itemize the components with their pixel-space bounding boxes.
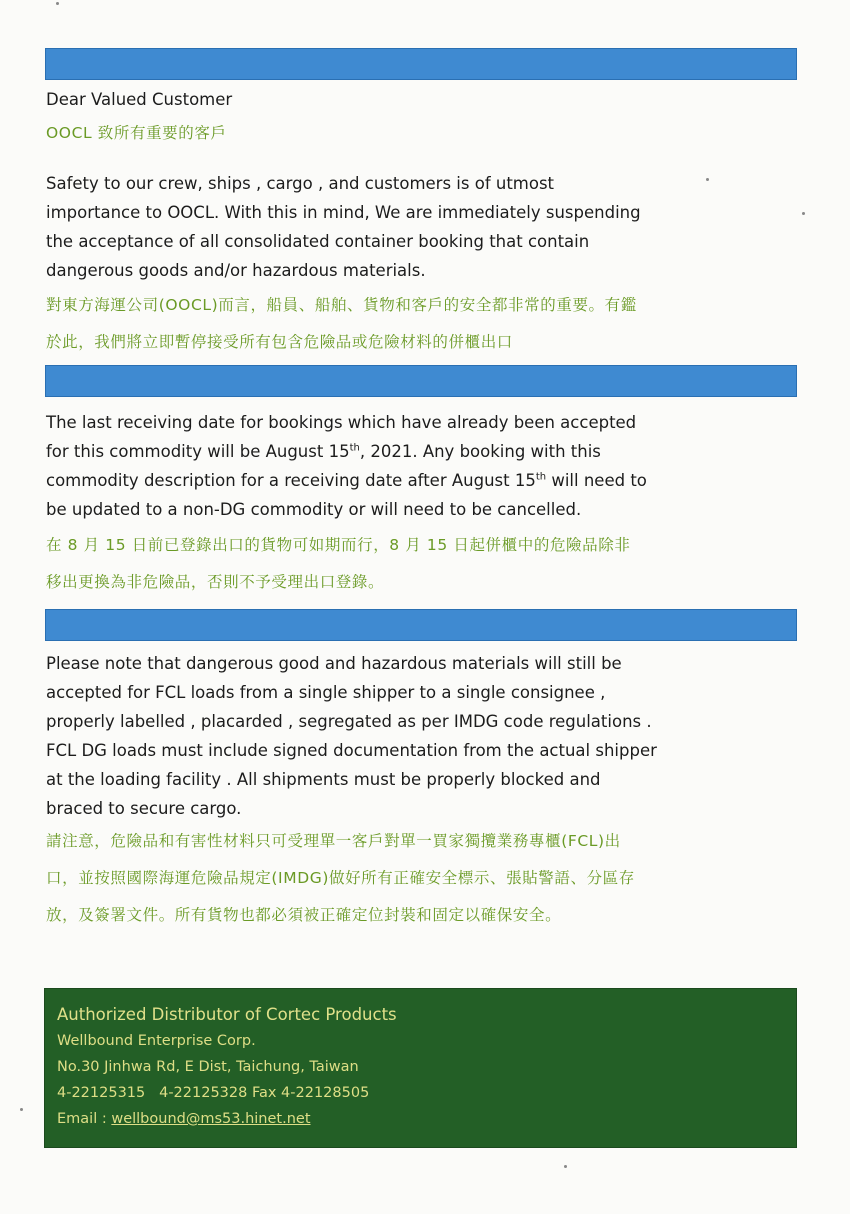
text-line xyxy=(46,437,806,466)
section-header-bar xyxy=(45,48,797,80)
ordinal-suffix: th xyxy=(535,471,547,483)
section-header-bar xyxy=(45,609,797,641)
scan-speck xyxy=(56,2,59,5)
text-span: will need to xyxy=(546,471,647,490)
text-line: 口，並按照國際海運危險品規定(IMDG)做好所有正確安全標示、張貼警語、分區存 xyxy=(46,869,635,887)
scan-speck xyxy=(20,1108,23,1111)
section2-chinese xyxy=(46,527,806,601)
text-span: for this commodity will be August 15 xyxy=(46,442,350,461)
distributor-box xyxy=(44,988,797,1148)
text-line: Safety to our crew, ships , cargo , and customers is of utmost xyxy=(46,174,555,193)
text-line: properly labelled , placarded , segregated as per IMDG code regulations . xyxy=(46,712,652,731)
text-line: 請注意，危險品和有害性材料只可受理單一客戶對單一買家獨攬業務專櫃(FCL)出 xyxy=(46,832,621,850)
email-label: Email : xyxy=(57,1111,112,1127)
section3-chinese xyxy=(46,823,806,934)
text-span: commodity description for a receiving date after August 15 xyxy=(46,471,536,490)
text-line: dangerous goods and/or hazardous materials. xyxy=(46,261,426,280)
text-line: 放，及簽署文件。所有貨物也都必須被正確定位封裝和固定以確保安全。 xyxy=(46,906,562,924)
section3-english xyxy=(46,649,806,823)
text-line: braced to secure cargo. xyxy=(46,799,242,818)
distributor-title: Authorized Distributor of Cortec Products xyxy=(57,1005,397,1024)
company-name: Wellbound Enterprise Corp. xyxy=(57,1033,256,1049)
section2-english xyxy=(46,408,806,524)
text-line: FCL DG loads must include signed documentation from the actual shipper xyxy=(46,741,657,760)
email-row xyxy=(57,1111,311,1127)
text-span: , 2021. Any booking with this xyxy=(359,442,601,461)
phone-fax: 4-22125315 4-22125328 Fax 4-22128505 xyxy=(57,1085,370,1101)
text-line: the acceptance of all consolidated container booking that contain xyxy=(46,232,590,251)
text-line: importance to OOCL. With this in mind, We are immediately suspending xyxy=(46,203,641,222)
address: No.30 Jinhwa Rd, E Dist, Taichung, Taiwan xyxy=(57,1059,359,1075)
text-line: be updated to a non-DG commodity or will need to be cancelled. xyxy=(46,500,582,519)
text-line: Please note that dangerous good and hazardous materials will still be xyxy=(46,654,622,673)
text-line: 移出更換為非危險品，否則不予受理出口登錄。 xyxy=(46,573,385,591)
scan-speck xyxy=(564,1165,567,1168)
text-line xyxy=(46,466,806,495)
text-line: at the loading facility . All shipments must be properly blocked and xyxy=(46,770,601,789)
greeting-chinese: OOCL 致所有重要的客戶 xyxy=(46,124,227,142)
email-link[interactable]: wellbound@ms53.hinet.net xyxy=(111,1111,311,1127)
text-line: 於此，我們將立即暫停接受所有包含危險品或危險材料的併櫃出口 xyxy=(46,333,513,351)
section1-chinese xyxy=(46,287,806,361)
text-line: accepted for FCL loads from a single shipper to a single consignee , xyxy=(46,683,606,702)
text-line: 對東方海運公司(OOCL)而言，船員、船舶、貨物和客戶的安全都非常的重要。有鑑 xyxy=(46,296,637,314)
section1-english xyxy=(46,169,806,285)
section-header-bar xyxy=(45,365,797,397)
greeting-english: Dear Valued Customer xyxy=(46,90,233,109)
text-line: The last receiving date for bookings which have already been accepted xyxy=(46,413,637,432)
text-line: 在 8 月 15 日前已登錄出口的貨物可如期而行，8 月 15 日起併櫃中的危險品除非 xyxy=(46,536,631,554)
ordinal-suffix: th xyxy=(349,442,360,454)
